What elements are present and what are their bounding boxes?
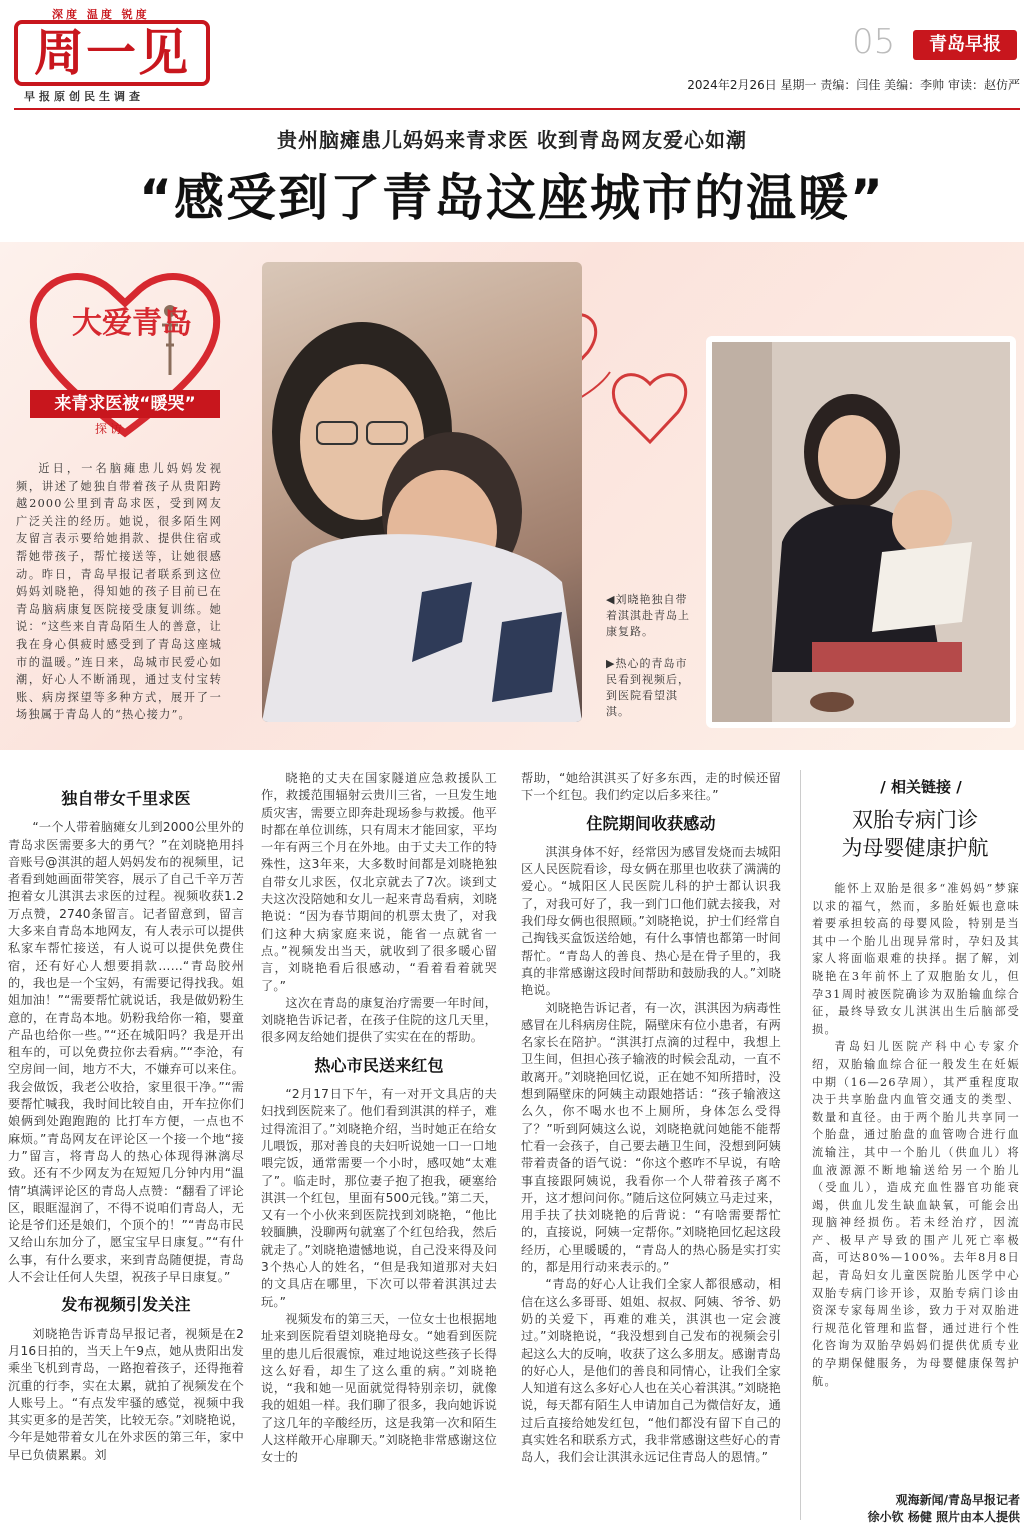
sidebar-divider [800,770,801,1520]
section-heading: 热心市民送来红包 [314,1055,444,1075]
related-link-label: / 相关链接 / [880,778,962,796]
section-heading: 住院期间收获感动 [586,813,716,833]
photo-visitor-with-child [706,336,1016,728]
badge-big-text: 大爱青岛 [72,306,192,341]
paragraph: 青岛妇儿医院产科中心专家介绍，双胎输血综合征一般发生在妊娠中期（16—26孕周），其严重程度取决于共享胎盘内血管交通支的类型、数量和直径。由于两个胎儿共享同一个胎盘，通过胎盘的血管吻合进行血流输注，其中一个胎儿（供血儿）将血液源源不断地输送给另一个胎儿（受血儿），造成充血性器官功能衰竭，供血儿发生缺血缺氧，可能会出现脑神经损伤。若未经治疗，因流产、极早产导致的围产儿死亡率极高，可达80%—100%。去年8月8日起，青岛妇女儿童医院胎儿医学中心双胎专病门诊开诊，双胎专病门诊由资深专家每周坐诊，致力于对双胎进行规范化管理和监督，通过进行个性化咨询为双胎孕妈妈们提供优质专业的孕期保健服务，为母婴健康保驾护航。 [812,1040,1020,1388]
photo-caption-2: ▶热心的青岛市民看到视频后，到医院看望淇淇。 [606,657,690,718]
byline-line-1: 观海新闻/青岛早报记者 [895,1493,1020,1507]
masthead-tagline: 深度 温度 锐度 [52,8,150,21]
header-rule [14,108,1020,110]
badge-tag: 来青求医被“暖哭” [30,390,220,418]
paragraph: 淇淇身体不好，经常因为感冒发烧而去城阳区人民医院看诊，母女俩在那里也收获了满满的爱心。“城阳区人民医院儿科的护士都认识我了，对我可好了，我一到门口他们就去接我，对我们母女俩也很照顾。”刘晓艳说，护士们经常自己掏钱买盒饭送给她，有什么事情也都第一时间帮忙。“青岛人的善良、热心是在骨子里的，我真的非常感谢这段时间帮助和鼓励我的人。”刘晓艳说。 [521,844,781,998]
page-number: 05 [852,22,896,62]
sidebar-body [812,880,1020,1485]
paragraph: “青岛的好心人让我们全家人都很感动，相信在这么多哥哥、姐姐、叔叔、阿姨、爷爷、奶奶的关爱下，再难的难关，淇淇也一定会渡过。”刘晓艳说，“我没想到自己发布的视频会引起这么大的反响，收获了这么多朋友。感谢青岛的好心人，是他们的善良和同情心，让我们全家人知道有这么多好心人也在关心着淇淇。”刘晓艳说，每天都有陌生人申请加自己为微信好友，通过后直接给她发红包，“他们都没有留下自己的真实姓名和联系方式，我非常感谢这些好心的青岛人，我们会让淇淇永远记住青岛人的恩情。” [521,1277,781,1465]
intro-paragraph: 近日，一名脑瘫患儿妈妈发视频，讲述了她独自带着孩子从贵阳跨越2000公里到青岛求医，受到网友广泛关注的经历。她说，很多陌生网友留言表示要给她捐款、提供住宿或帮她带孩子，帮忙接送等，让她很感动。昨日，青岛早报记者联系到这位妈妈刘晓艳，得知她的孩子目前已在青岛脑病康复医院接受康复训练。她说：“这些来自青岛陌生人的善意，让我在身心俱疲时感受到了青岛这座城市的温暖。”连日来，岛城市民爱心如潮，好心人不断涌现，通过支付宝转账、病房探望等多种方式，展开了一场独属于青岛人的“热心接力”。 [16,462,222,722]
dateline: 2024年2月26日 星期一 责编：闫佳 美编：李帅 审读：赵仿严 [687,78,1020,92]
badge-sub: 探访 [95,422,126,436]
article-column-1 [8,780,244,1525]
paragraph: “2月17日下午，有一对开文具店的夫妇找到医院来了。他们看到淇淇的样子，难过得流泪了。”刘晓艳介绍，当时她正在给女儿喂饭，那对善良的夫妇听说她一口一口地喂完饭，通常需要一个小时，感叹她“太难了”。临走时，那位妻子抱了抱我，硬塞给淇淇一个红包，里面有500元钱。”第二天，又有一个小伙来到医院找到刘晓艳，“他比较腼腆，没聊两句就塞了个红包给我，然后就走了。”刘晓艳遗憾地说，自己没来得及问3个热心人的姓名，“但是我知道那对夫妇的文具店在哪里，下次可以带着淇淇过去玩。” [261,1087,497,1309]
paragraph: 刘晓艳告诉记者，有一次，淇淇因为病毒性感冒在儿科病房住院，隔壁床有位小患者，有两名家长在陪护。“淇淇打点滴的过程中，我想上卫生间，但担心孩子输液的时候会乱动，一直不敢离开。”刘晓艳回忆说，正在她不知所措时，没想到隔壁床的阿姨主动跟她搭话：“孩子输液这么久，你不喝水也不上厕所，身体怎么受得了？”听到阿姨这么说，刘晓艳就问她能不能帮忙看一会孩子，自己要去趟卫生间，没想到阿姨带着责备的语气说：“你这个憨咋不早说，有啥事直接跟阿姨说，我看你一个人带着孩子离不开，这才想问问你。”随后这位阿姨立马走过来，用手扶了扶刘晓艳的后背说：“有啥需要帮忙的，直接说，阿姨一定帮你。”刘晓艳回忆起这段经历，心里暖暖的，“青岛人的热心肠是实打实的，都是用行动来表示的。” [521,1000,781,1275]
column-logo: 周一见 [14,20,210,86]
article-column-2 [261,770,497,1525]
sidebar-title: 双胎专病门诊 为母婴健康护航 [841,808,989,860]
section-heading: 独自带女千里求医 [61,789,191,808]
byline-line-2: 徐小钦 杨健 照片由本人提供 [867,1510,1020,1524]
paragraph: 能怀上双胎是很多“准妈妈”梦寐以求的福气，然而，多胎妊娠也意味着要承担较高的母婴风险，特别是当其中一个胎儿出现异常时，孕妇及其家人将面临艰难的抉择。据了解，刘晓艳在3年前怀上了双胞胎女儿，但孕31周时被医院确诊为双胎输血综合征，最终导致女儿淇淇出生后脑部受损。 [812,882,1020,1036]
paragraph: 这次在青岛的康复治疗需要一年时间，刘晓艳告诉记者，在孩子住院的这几天里，很多网友给她们提供了实实在在的帮助。 [261,995,497,1045]
paragraph: 刘晓艳告诉青岛早报记者，视频是在2月16日拍的，当天上午9点，她从贵阳出发乘坐飞机到青岛，一路抱着孩子，还得拖着沉重的行李，实在太累，就拍了视频发在个人账号上。“有点发牢骚的感觉，视频中我其实更多的是苦笑，比较无奈。”刘晓艳说，今年是她带着女儿在外求医的第三年，家中早已负债累累。刘 [8,1326,244,1462]
section-heading: 发布视频引发关注 [61,1295,191,1315]
column-subtitle: 早报原创民生调查 [24,90,144,103]
article-subtitle: 贵州脑瘫患儿妈妈来青求医 收到青岛网友爱心如潮 [277,128,747,152]
paper-logo: 青岛早报 [913,30,1017,60]
paragraph: 晓艳的丈夫在国家隧道应急救援队工作，救援范围辐射云贵川三省，一旦发生地质灾害，需要立即奔赴现场参与救援。他平时都在单位训练，只有周末才能回家，平均一年有两三个月在外地。由于丈夫工作的特殊性，这3年来，大多数时间都是刘晓艳独自带女儿求医，仅北京就去了7次。谈到丈夫这次没陪她和女儿一起来青岛看病，刘晓艳说：“因为春节期间的机票太贵了，对我们这种大病家庭来说，能省一点就省一点。”视频发出当天，就收到了很多暖心留言，刘晓艳看后很感动，“看着看着就哭了。” [261,771,497,993]
paragraph: 视频发布的第三天，一位女士也根据地址来到医院看望刘晓艳母女。“她看到医院里的患儿后很震惊，难过地说这些孩子长得这么好看，却生了这么重的病。”刘晓艳说，“我和她一见面就觉得特别亲切，就像我的姐姐一样。我们聊了很多，我向她诉说了这几年的辛酸经历，这是我第一次和陌生人这样敞开心扉聊天。”刘晓艳非常感谢这位女士的 [261,1311,497,1465]
photo-mother-child [262,262,582,722]
article-column-3 [521,770,781,1525]
byline [812,1492,1020,1526]
photo-caption-1: ◀刘晓艳独自带着淇淇赴青岛上康复路。 [606,593,690,638]
paragraph: “一个人带着脑瘫女儿到2000公里外的青岛求医需要多大的勇气？”在刘晓艳用抖音账号@淇淇的超人妈妈发布的视频里，记者看到她画面带笑容，展示了自己千辛万苦抱着女儿淇淇去求医的过程。视频收获1.2万点赞，2740条留言。记者留意到，留言大多来自青岛本地网友，有人表示可以提供私家车帮忙接送，有人说可以提供免费住宿，还有好心人想要捐款……“青岛胶州的，我也是一个宝妈，有需要记得找我。姐姐加油！”“需要帮忙就说话，我是做奶粉生意的，在青岛本地。奶粉我给你一箱，婴童产品也给你一些。”“还在城阳吗？我是开出租车的，可以免费拉你去看病。”“李沧，有空房间一间，地方不大，不嫌弃可以来住。我会做饭，我老公收拾，家里很干净。”“需要帮忙喊我，我时间比较自由，开车拉你们娘俩到处跑跑跑的 比打车方便，一点也不麻烦。”青岛网友在评论区一个接一个地“接力”留言，将青岛人的热心体现得淋漓尽致。还有不少网友为在短短几分钟内用“温情”填满评论区的青岛人点赞：“翻看了评论区，眼眶湿润了，不得不说咱们青岛人，无论是爷们还是娘们，个顶个的！”“青岛市民又给山东加分了，愿宝宝早日康复。”“有什么事，有什么要求，来到青岛随便提，青岛人不会让任何人失望，祝孩子早日康复。” [8,820,244,1285]
article-headline: “感受到了青岛这座城市的温暖” [139,169,885,227]
paragraph: 帮助，“她给淇淇买了好多东西，走的时候还留下一个红包。我们约定以后多来往。” [521,771,781,803]
